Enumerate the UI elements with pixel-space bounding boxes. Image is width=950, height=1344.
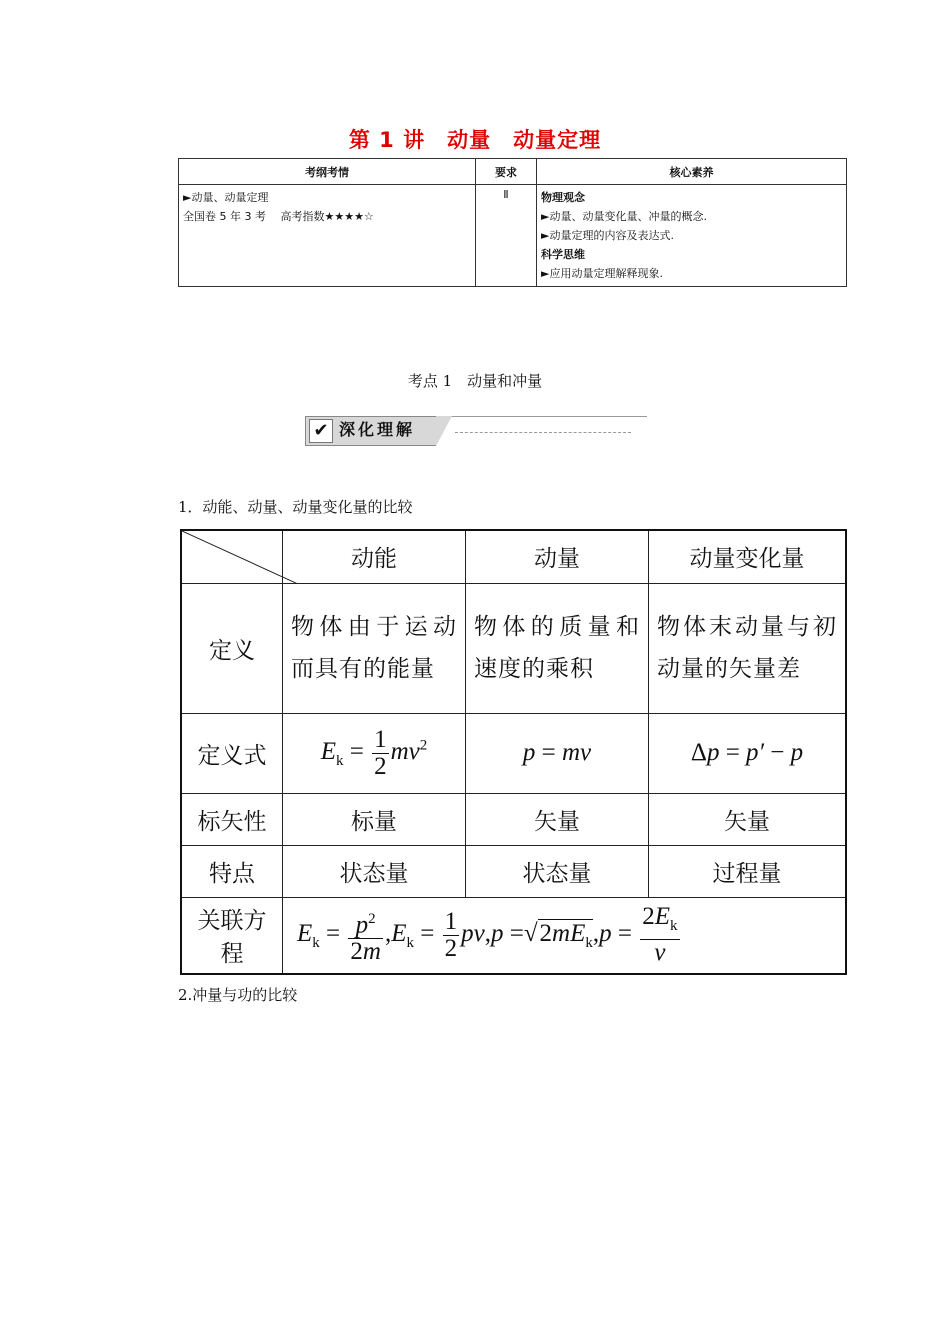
subsection-title: 2.冲量与功的比较 [178, 986, 298, 1004]
table-cell: 状态量 [466, 845, 649, 897]
table-cell: 物体末动量与初动量的矢量差 [649, 583, 847, 713]
page-title: 第 1 讲 动量 动量定理 [348, 128, 602, 152]
deep-understanding-badge [305, 416, 647, 448]
table-cell: 标量 [283, 793, 466, 845]
table-cell: 过程量 [649, 845, 847, 897]
row-label: 标矢性 [181, 793, 283, 845]
formula-momentum-change: Δp = p′ − p [649, 713, 847, 793]
subsection-title: 1．动能、动量、动量变化量的比较 [178, 498, 413, 516]
diagonal-header-cell [181, 530, 283, 583]
row-label: 定义式 [181, 713, 283, 793]
formula-momentum: p = mv [466, 713, 649, 793]
col-header: 动量 [466, 530, 649, 583]
competency-cell [537, 185, 847, 287]
syllabus-cell [179, 185, 476, 287]
section-heading: 考点 1 动量和冲量 [407, 372, 543, 390]
competency-item: ►动量定理的内容及表达式. [541, 229, 674, 242]
requirement-cell: Ⅱ [476, 185, 537, 287]
comparison-table [180, 529, 847, 975]
col-header-requirement: 要求 [476, 159, 537, 185]
table-cell: 矢量 [466, 793, 649, 845]
row-label: 关联方程 [181, 897, 283, 974]
col-header-syllabus: 考纲考情 [179, 159, 476, 185]
check-icon: ✔ [309, 419, 333, 443]
formula-kinetic-energy: $E_k$ = $\frac{1}{2}$ $mv^2$ [283, 713, 466, 793]
row-label: 定义 [181, 583, 283, 713]
table-cell: 物体的质量和速度的乘积 [466, 583, 649, 713]
competency-item: ►应用动量定理解释现象. [541, 267, 663, 280]
col-header: 动能 [283, 530, 466, 583]
table-cell: 状态量 [283, 845, 466, 897]
formula-relations: $E_k$ = $\frac{p^2}{2m}$ $,E_k$ = $\frac{1}{2}$ $pv,p =√2mE_k,p$ = $\frac{2E_k}{v}$ [283, 897, 847, 974]
col-header-competency: 核心素养 [537, 159, 847, 185]
competency-heading-2: 科学思维 [541, 248, 585, 261]
syllabus-topic: ►动量、动量定理 [183, 191, 269, 204]
competency-heading-1: 物理观念 [541, 191, 585, 204]
syllabus-table [178, 158, 847, 287]
col-header: 动量变化量 [649, 530, 847, 583]
competency-item: ►动量、动量变化量、冲量的概念. [541, 210, 707, 223]
badge-label: 深化理解 [339, 420, 416, 439]
table-cell: 矢量 [649, 793, 847, 845]
table-cell: 物体由于运动而具有的能量 [283, 583, 466, 713]
syllabus-frequency: 全国卷 5 年 3 考 高考指数★★★★☆ [183, 210, 374, 223]
row-label: 特点 [181, 845, 283, 897]
